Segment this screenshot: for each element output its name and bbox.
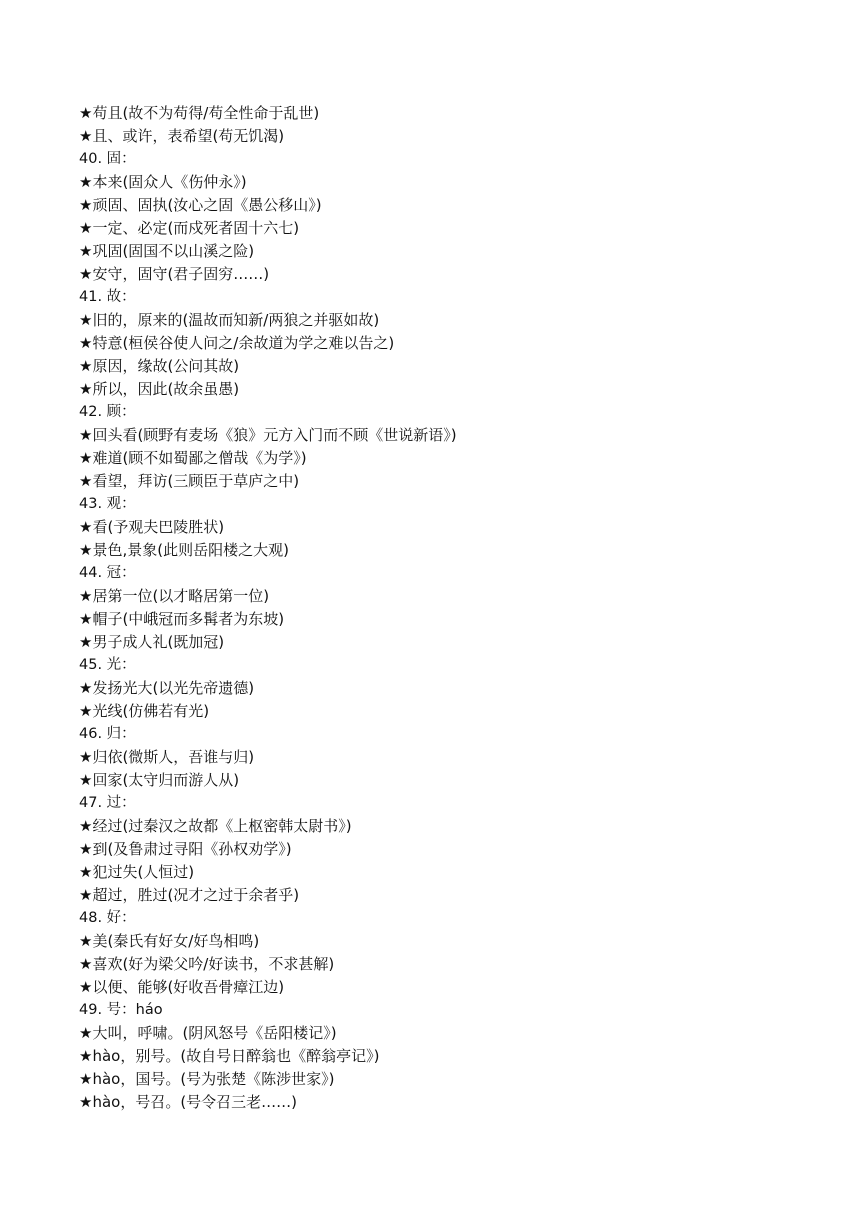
section-heading: 49. 号：háo: [79, 1002, 163, 1018]
section-heading: 42. 顾：: [79, 404, 136, 420]
entry-line: ★回家(太守归而游人从): [79, 771, 240, 789]
entry-line: ★苟且(故不为苟得/苟全性命于乱世): [79, 104, 320, 122]
entry-line: ★本来(固众人《伤仲永》): [79, 173, 247, 191]
entry-line: ★归依(微斯人，吾谁与归): [79, 748, 255, 766]
entry-line: ★经过(过秦汉之故都《上枢密韩太尉书》): [79, 817, 352, 835]
entry-line: ★旧的，原来的(温故而知新/两狼之并驱如故): [79, 311, 380, 329]
section-heading: 45. 光：: [79, 657, 136, 673]
section-heading: 43. 观：: [79, 496, 136, 512]
entry-line: ★难道(顾不如蜀鄙之僧哉《为学》): [79, 449, 307, 467]
entry-line: ★hào，国号。(号为张楚《陈涉世家》): [79, 1070, 335, 1088]
entry-line: ★所以，因此(故余虽愚): [79, 380, 240, 398]
entry-line: ★顽固、固执(汝心之固《愚公移山》): [79, 196, 322, 214]
section-heading: 48. 好：: [79, 910, 136, 926]
entry-line: ★喜欢(好为梁父吟/好读书，不求甚解): [79, 955, 335, 973]
entry-line: ★巩固(固国不以山溪之险): [79, 242, 255, 260]
entry-line: ★发扬光大(以光先帝遗德): [79, 679, 255, 697]
entry-line: ★特意(桓侯谷使人问之/余故道为学之难以告之): [79, 334, 395, 352]
section-heading: 47. 过：: [79, 795, 136, 811]
entry-line: ★hào，别号。(故自号日醉翁也《醉翁亭记》): [79, 1047, 380, 1065]
section-heading: 44. 冠：: [79, 565, 136, 581]
entry-line: ★以便、能够(好收吾骨瘴江边): [79, 978, 285, 996]
entry-line: ★光线(仿佛若有光): [79, 702, 210, 720]
entry-line: ★到(及鲁肃过寻阳《孙权劝学》): [79, 840, 292, 858]
document-page: [79, 102, 839, 1114]
entry-line: ★hào，号召。(号令召三老……): [79, 1093, 298, 1111]
entry-line: ★看(予观夫巴陵胜状): [79, 518, 225, 536]
section-heading: 41. 故：: [79, 289, 136, 305]
entry-line: ★安守，固守(君子固穷……): [79, 265, 270, 283]
entry-line: ★犯过失(人恒过): [79, 863, 195, 881]
entry-line: ★男子成人礼(既加冠): [79, 633, 225, 651]
section-heading: 40. 固：: [79, 151, 136, 167]
entry-line: ★超过，胜过(况才之过于余者乎): [79, 886, 300, 904]
entry-line: ★大叫，呼啸。(阴风怒号《岳阳楼记》): [79, 1024, 337, 1042]
entry-line: ★原因，缘故(公问其故): [79, 357, 240, 375]
entry-line: ★帽子(中峨冠而多髯者为东坡): [79, 610, 285, 628]
entry-line: ★景色,景象(此则岳阳楼之大观): [79, 541, 289, 559]
entry-line: ★回头看(顾野有麦场《狼》元方入门而不顾《世说新语》): [79, 426, 457, 444]
entry-line: ★且、或许，表希望(苟无饥渴): [79, 127, 285, 145]
entry-line: ★一定、必定(而戍死者固十六七): [79, 219, 300, 237]
entry-line: ★居第一位(以才略居第一位): [79, 587, 270, 605]
entry-line: ★看望，拜访(三顾臣于草庐之中): [79, 472, 300, 490]
section-heading: 46. 归：: [79, 726, 136, 742]
entry-line: ★美(秦氏有好女/好鸟相鸣): [79, 932, 260, 950]
